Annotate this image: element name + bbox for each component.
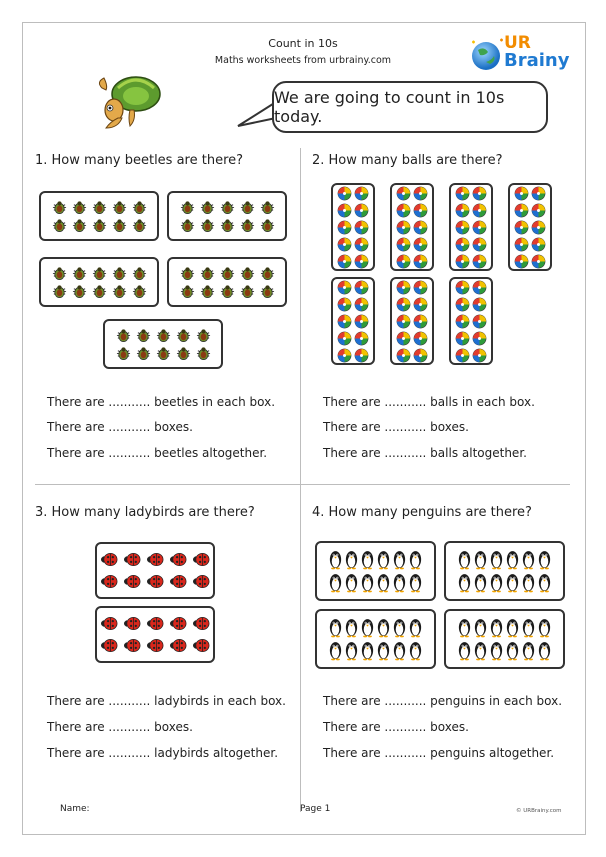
- penguin-icon: [344, 572, 359, 593]
- counting-box: [331, 277, 375, 365]
- beach-ball-icon: [472, 280, 487, 295]
- beach-ball-icon: [531, 203, 546, 218]
- question-4-line-total: There are ........... penguins altogether.: [323, 746, 555, 760]
- beach-ball-icon: [354, 297, 369, 312]
- beach-ball-icon: [337, 331, 352, 346]
- penguin-icon: [344, 617, 359, 638]
- beetle-icon: [72, 200, 87, 215]
- beach-ball-icon: [337, 237, 352, 252]
- ladybird-icon: [100, 573, 119, 590]
- beach-ball-icon: [472, 186, 487, 201]
- beetle-icon: [72, 284, 87, 299]
- beach-ball-icon: [472, 314, 487, 329]
- beetle-icon: [52, 200, 67, 215]
- beach-ball-icon: [472, 254, 487, 269]
- beach-ball-icon: [354, 280, 369, 295]
- penguin-icon: [376, 640, 391, 661]
- beetle-icon: [196, 328, 211, 343]
- penguin-icon: [376, 572, 391, 593]
- counting-box: [39, 257, 159, 307]
- counting-box: [390, 183, 434, 271]
- beach-ball-icon: [396, 220, 411, 235]
- beetle-icon: [136, 328, 151, 343]
- turtle-icon: [94, 66, 174, 136]
- beetle-icon: [220, 266, 235, 281]
- beach-ball-icon: [531, 186, 546, 201]
- question-1-line-total: There are ........... beetles altogether.: [47, 446, 268, 460]
- beach-ball-icon: [354, 203, 369, 218]
- beach-ball-icon: [354, 314, 369, 329]
- penguin-icon: [408, 640, 423, 661]
- beetle-icon: [240, 284, 255, 299]
- beach-ball-icon: [396, 314, 411, 329]
- penguin-icon: [360, 640, 375, 661]
- beetle-icon: [180, 266, 195, 281]
- penguin-icon: [408, 617, 423, 638]
- counting-box: [444, 609, 565, 669]
- beach-ball-icon: [396, 348, 411, 363]
- ladybird-icon: [146, 615, 165, 632]
- beach-ball-icon: [514, 203, 529, 218]
- page-title: Count in 10s: [268, 37, 338, 50]
- penguin-icon: [489, 640, 504, 661]
- beetle-icon: [220, 218, 235, 233]
- counting-box: [167, 257, 287, 307]
- penguin-icon: [360, 617, 375, 638]
- page-subtitle: Maths worksheets from urbrainy.com: [214, 55, 392, 66]
- ladybird-icon: [123, 637, 142, 654]
- beach-ball-icon: [354, 186, 369, 201]
- question-2-line-each-box: There are ........... balls in each box.: [323, 395, 535, 409]
- beach-ball-icon: [514, 186, 529, 201]
- penguin-icon: [392, 572, 407, 593]
- logo-text-bottom: Brainy: [504, 50, 570, 71]
- penguin-icon: [489, 549, 504, 570]
- penguin-icon: [473, 640, 488, 661]
- beetle-icon: [112, 266, 127, 281]
- penguin-icon: [392, 549, 407, 570]
- beetle-icon: [220, 200, 235, 215]
- speech-bubble: We are going to count in 10s today.: [272, 81, 548, 133]
- beetle-icon: [116, 346, 131, 361]
- beach-ball-icon: [413, 254, 428, 269]
- question-3-line-each-box: There are ........... ladybirds in each box.: [47, 694, 286, 708]
- beetle-icon: [180, 200, 195, 215]
- ladybird-icon: [146, 637, 165, 654]
- counting-box: [390, 277, 434, 365]
- beetle-icon: [112, 218, 127, 233]
- counting-box: [39, 191, 159, 241]
- counting-box: [95, 542, 215, 599]
- beetle-icon: [260, 218, 275, 233]
- beach-ball-icon: [337, 314, 352, 329]
- beetle-icon: [180, 284, 195, 299]
- beach-ball-icon: [472, 348, 487, 363]
- beach-ball-icon: [413, 348, 428, 363]
- beetle-icon: [200, 218, 215, 233]
- beetle-icon: [240, 266, 255, 281]
- beach-ball-icon: [337, 186, 352, 201]
- counting-box: [331, 183, 375, 271]
- beach-ball-icon: [455, 280, 470, 295]
- beach-ball-icon: [472, 220, 487, 235]
- ladybird-icon: [192, 615, 211, 632]
- ladybird-icon: [169, 551, 188, 568]
- penguin-icon: [505, 617, 520, 638]
- counting-box: [167, 191, 287, 241]
- ladybird-icon: [169, 615, 188, 632]
- beach-ball-icon: [337, 254, 352, 269]
- question-1-line-boxes: There are ........... boxes.: [47, 420, 193, 434]
- penguin-icon: [392, 640, 407, 661]
- beach-ball-icon: [337, 280, 352, 295]
- question-1-line-each-box: There are ........... beetles in each box.: [47, 395, 276, 409]
- ladybird-icon: [192, 573, 211, 590]
- beach-ball-icon: [531, 254, 546, 269]
- beach-ball-icon: [514, 254, 529, 269]
- penguin-icon: [489, 572, 504, 593]
- beach-ball-icon: [455, 254, 470, 269]
- question-2-line-boxes: There are ........... boxes.: [323, 420, 469, 434]
- beach-ball-icon: [455, 331, 470, 346]
- beach-ball-icon: [396, 331, 411, 346]
- penguin-icon: [457, 549, 472, 570]
- penguin-icon: [328, 640, 343, 661]
- beach-ball-icon: [413, 237, 428, 252]
- name-label: Name:: [60, 804, 90, 814]
- penguin-icon: [360, 572, 375, 593]
- ladybird-icon: [146, 573, 165, 590]
- turtle-mascot: [94, 66, 174, 140]
- beach-ball-icon: [396, 297, 411, 312]
- beach-ball-icon: [413, 280, 428, 295]
- penguin-icon: [537, 617, 552, 638]
- beetle-icon: [260, 284, 275, 299]
- counting-box: [449, 277, 493, 365]
- horizontal-divider: [35, 484, 570, 485]
- ladybird-icon: [123, 615, 142, 632]
- penguin-icon: [489, 617, 504, 638]
- beetle-icon: [112, 200, 127, 215]
- beetle-icon: [132, 218, 147, 233]
- counting-box: [95, 606, 215, 663]
- beetle-icon: [132, 266, 147, 281]
- penguin-icon: [457, 572, 472, 593]
- beetle-icon: [196, 346, 211, 361]
- counting-box: [315, 609, 436, 669]
- beetle-icon: [220, 284, 235, 299]
- beetle-icon: [52, 218, 67, 233]
- beach-ball-icon: [354, 331, 369, 346]
- penguin-icon: [360, 549, 375, 570]
- beach-ball-icon: [337, 203, 352, 218]
- beach-ball-icon: [472, 237, 487, 252]
- ladybird-icon: [123, 573, 142, 590]
- counting-box: [508, 183, 552, 271]
- penguin-icon: [537, 549, 552, 570]
- beach-ball-icon: [472, 203, 487, 218]
- beetle-icon: [136, 346, 151, 361]
- question-3-line-boxes: There are ........... boxes.: [47, 720, 193, 734]
- beetle-icon: [156, 346, 171, 361]
- beach-ball-icon: [413, 203, 428, 218]
- beetle-icon: [112, 284, 127, 299]
- question-2-heading: 2. How many balls are there?: [312, 153, 503, 168]
- beach-ball-icon: [354, 254, 369, 269]
- ladybird-icon: [169, 573, 188, 590]
- beetle-icon: [72, 218, 87, 233]
- beetle-icon: [176, 328, 191, 343]
- beach-ball-icon: [413, 186, 428, 201]
- beetle-icon: [200, 200, 215, 215]
- penguin-icon: [328, 549, 343, 570]
- penguin-icon: [392, 617, 407, 638]
- beach-ball-icon: [396, 203, 411, 218]
- beach-ball-icon: [337, 220, 352, 235]
- beach-ball-icon: [455, 203, 470, 218]
- beach-ball-icon: [531, 237, 546, 252]
- beach-ball-icon: [337, 297, 352, 312]
- beach-ball-icon: [455, 186, 470, 201]
- penguin-icon: [408, 572, 423, 593]
- beetle-icon: [116, 328, 131, 343]
- beetle-icon: [200, 284, 215, 299]
- penguin-icon: [457, 640, 472, 661]
- beach-ball-icon: [472, 297, 487, 312]
- penguin-icon: [328, 572, 343, 593]
- beetle-icon: [180, 218, 195, 233]
- beach-ball-icon: [413, 331, 428, 346]
- penguin-icon: [376, 617, 391, 638]
- beetle-icon: [92, 200, 107, 215]
- penguin-icon: [521, 640, 536, 661]
- beetle-icon: [240, 200, 255, 215]
- beach-ball-icon: [413, 297, 428, 312]
- beach-ball-icon: [354, 348, 369, 363]
- beach-ball-icon: [514, 237, 529, 252]
- logo-text-top: UR: [504, 33, 531, 53]
- beach-ball-icon: [455, 220, 470, 235]
- question-1-heading: 1. How many beetles are there?: [35, 153, 244, 168]
- penguin-icon: [473, 617, 488, 638]
- beach-ball-icon: [413, 314, 428, 329]
- penguin-icon: [505, 549, 520, 570]
- beach-ball-icon: [396, 237, 411, 252]
- penguin-icon: [473, 572, 488, 593]
- question-4-line-each-box: There are ........... penguins in each box.: [323, 694, 563, 708]
- beach-ball-icon: [413, 220, 428, 235]
- penguin-icon: [376, 549, 391, 570]
- question-4-heading: 4. How many penguins are there?: [312, 505, 532, 520]
- penguin-icon: [505, 640, 520, 661]
- beach-ball-icon: [455, 348, 470, 363]
- penguin-icon: [344, 640, 359, 661]
- beetle-icon: [52, 266, 67, 281]
- beach-ball-icon: [396, 280, 411, 295]
- question-2-line-total: There are ........... balls altogether.: [323, 446, 527, 460]
- beach-ball-icon: [455, 237, 470, 252]
- beetle-icon: [92, 218, 107, 233]
- penguin-icon: [521, 617, 536, 638]
- beetle-icon: [260, 266, 275, 281]
- penguin-icon: [521, 572, 536, 593]
- copyright-notice: © URBrainy.com: [516, 808, 562, 814]
- penguin-icon: [537, 572, 552, 593]
- beetle-icon: [92, 266, 107, 281]
- beetle-icon: [92, 284, 107, 299]
- beetle-icon: [132, 200, 147, 215]
- penguin-icon: [505, 572, 520, 593]
- counting-box: [103, 319, 223, 369]
- penguin-icon: [537, 640, 552, 661]
- ladybird-icon: [100, 615, 119, 632]
- beetle-icon: [132, 284, 147, 299]
- beach-ball-icon: [396, 254, 411, 269]
- beach-ball-icon: [396, 186, 411, 201]
- beach-ball-icon: [531, 220, 546, 235]
- ladybird-icon: [100, 637, 119, 654]
- penguin-icon: [408, 549, 423, 570]
- ladybird-icon: [100, 551, 119, 568]
- beach-ball-icon: [354, 220, 369, 235]
- beetle-icon: [200, 266, 215, 281]
- beach-ball-icon: [472, 331, 487, 346]
- ladybird-icon: [192, 551, 211, 568]
- urbrainy-logo: [466, 33, 570, 74]
- beach-ball-icon: [514, 220, 529, 235]
- counting-box: [315, 541, 436, 601]
- beach-ball-icon: [337, 348, 352, 363]
- counting-box: [449, 183, 493, 271]
- ladybird-icon: [169, 637, 188, 654]
- ladybird-icon: [146, 551, 165, 568]
- counting-box: [444, 541, 565, 601]
- beetle-icon: [260, 200, 275, 215]
- beach-ball-icon: [354, 237, 369, 252]
- beetle-icon: [156, 328, 171, 343]
- question-4-line-boxes: There are ........... boxes.: [323, 720, 469, 734]
- ladybird-icon: [192, 637, 211, 654]
- beetle-icon: [176, 346, 191, 361]
- beetle-icon: [52, 284, 67, 299]
- beetle-icon: [72, 266, 87, 281]
- penguin-icon: [328, 617, 343, 638]
- penguin-icon: [521, 549, 536, 570]
- page-number: Page 1: [300, 804, 331, 814]
- ladybird-icon: [123, 551, 142, 568]
- beach-ball-icon: [455, 314, 470, 329]
- vertical-divider: [300, 148, 301, 812]
- penguin-icon: [457, 617, 472, 638]
- beach-ball-icon: [455, 297, 470, 312]
- penguin-icon: [473, 549, 488, 570]
- beetle-icon: [240, 218, 255, 233]
- question-3-heading: 3. How many ladybirds are there?: [35, 505, 255, 520]
- question-3-line-total: There are ........... ladybirds altogether.: [47, 746, 279, 760]
- penguin-icon: [344, 549, 359, 570]
